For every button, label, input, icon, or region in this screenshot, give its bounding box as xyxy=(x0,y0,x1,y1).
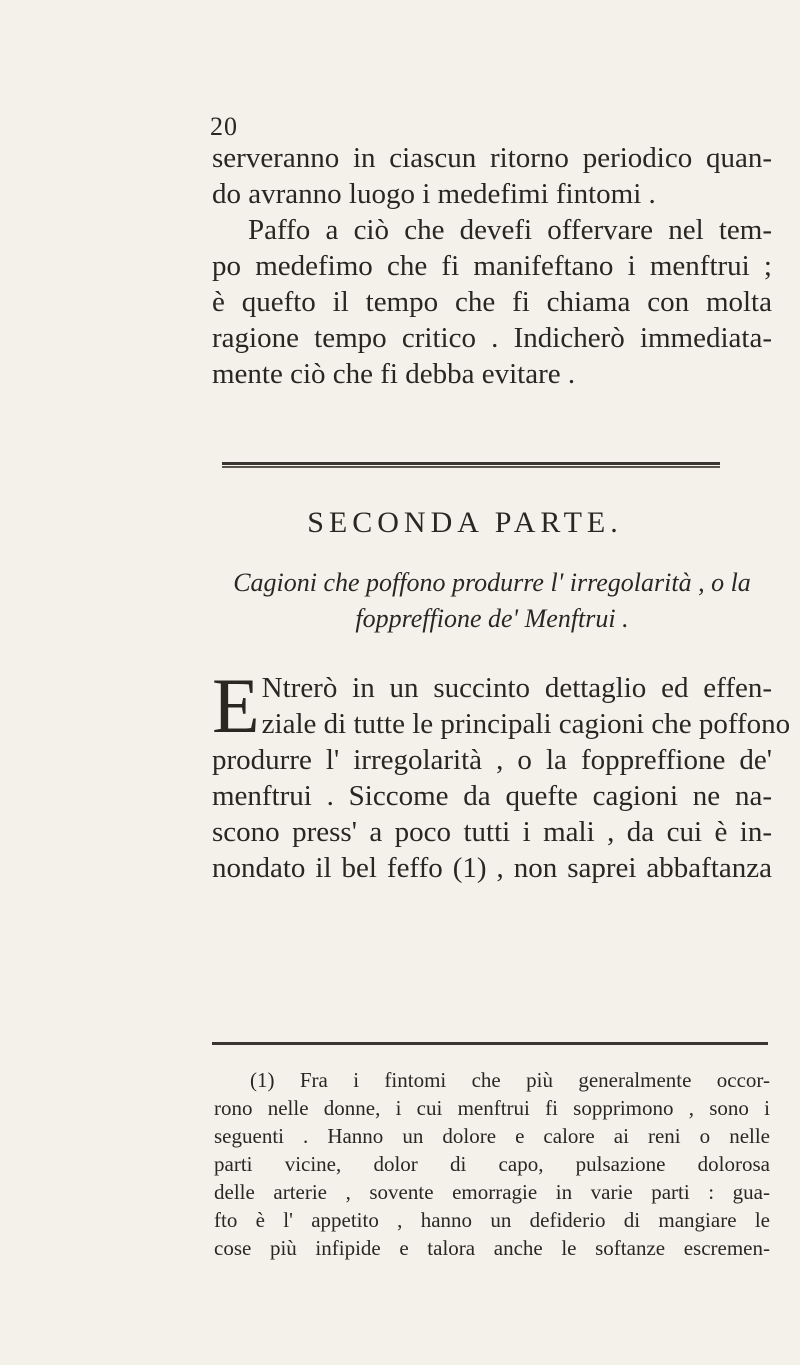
footnote xyxy=(214,1066,770,1262)
footnote-line: fto è l' appetito , hanno un defiderio di mangiare le xyxy=(214,1208,770,1232)
text-line: produrre l' irregolarità , o la foppreffione de' xyxy=(212,744,772,776)
footnote-line: delle arterie , sovente emorragie in varie parti : gua- xyxy=(214,1180,770,1204)
section-divider xyxy=(222,462,720,468)
section-subtitle xyxy=(214,565,770,637)
footnote-line: cose più infipide e talora anche le softanze escremen- xyxy=(214,1236,770,1260)
footnote-line: rono nelle donne, i cui menftrui fi sopprimono , sono i xyxy=(214,1096,770,1120)
drop-cap: E xyxy=(212,662,260,749)
main-paragraph xyxy=(212,662,791,886)
text-line: nondato il bel feffo (1) , non saprei abbaftanza xyxy=(212,852,772,884)
text-line: Paffo a ciò che devefi offervare nel tem- xyxy=(248,214,772,246)
text-line: è quefto il tempo che fi chiama con molta xyxy=(212,286,772,318)
text-line: ragione tempo critico . Indicherò immediata- xyxy=(212,322,772,354)
text-line: ziale di tutte le principali cagioni che poffono xyxy=(261,708,791,740)
footnote-divider xyxy=(212,1042,768,1045)
subtitle-line: foppreffione de' Menftrui . xyxy=(355,604,629,633)
footnote-line: parti vicine, dolor di capo, pulsazione dolorosa xyxy=(214,1152,770,1176)
text-line: Ntrerò in un succinto dettaglio ed effen- xyxy=(261,672,772,704)
subtitle-line: Cagioni che poffono produrre l' irregolarità , o la xyxy=(233,568,751,597)
page-number: 20 xyxy=(210,112,238,141)
text-line: scono press' a poco tutti i mali , da cui è in- xyxy=(212,816,772,848)
text-line: do avranno luogo i medefimi fintomi . xyxy=(212,178,656,210)
footnote-line: seguenti . Hanno un dolore e calore ai reni o nelle xyxy=(214,1124,770,1148)
footnote-line: (1) Fra i fintomi che più generalmente occor- xyxy=(250,1068,770,1092)
intro-paragraph xyxy=(212,140,772,392)
section-title: SECONDA PARTE. xyxy=(307,506,623,539)
text-line: serveranno in ciascun ritorno periodico quan- xyxy=(212,142,772,174)
text-line: mente ciò che fi debba evitare . xyxy=(212,358,576,390)
text-line: menftrui . Siccome da quefte cagioni ne na- xyxy=(212,780,772,812)
text-line: po medefimo che fi manifeftano i menftrui ; xyxy=(212,250,772,282)
